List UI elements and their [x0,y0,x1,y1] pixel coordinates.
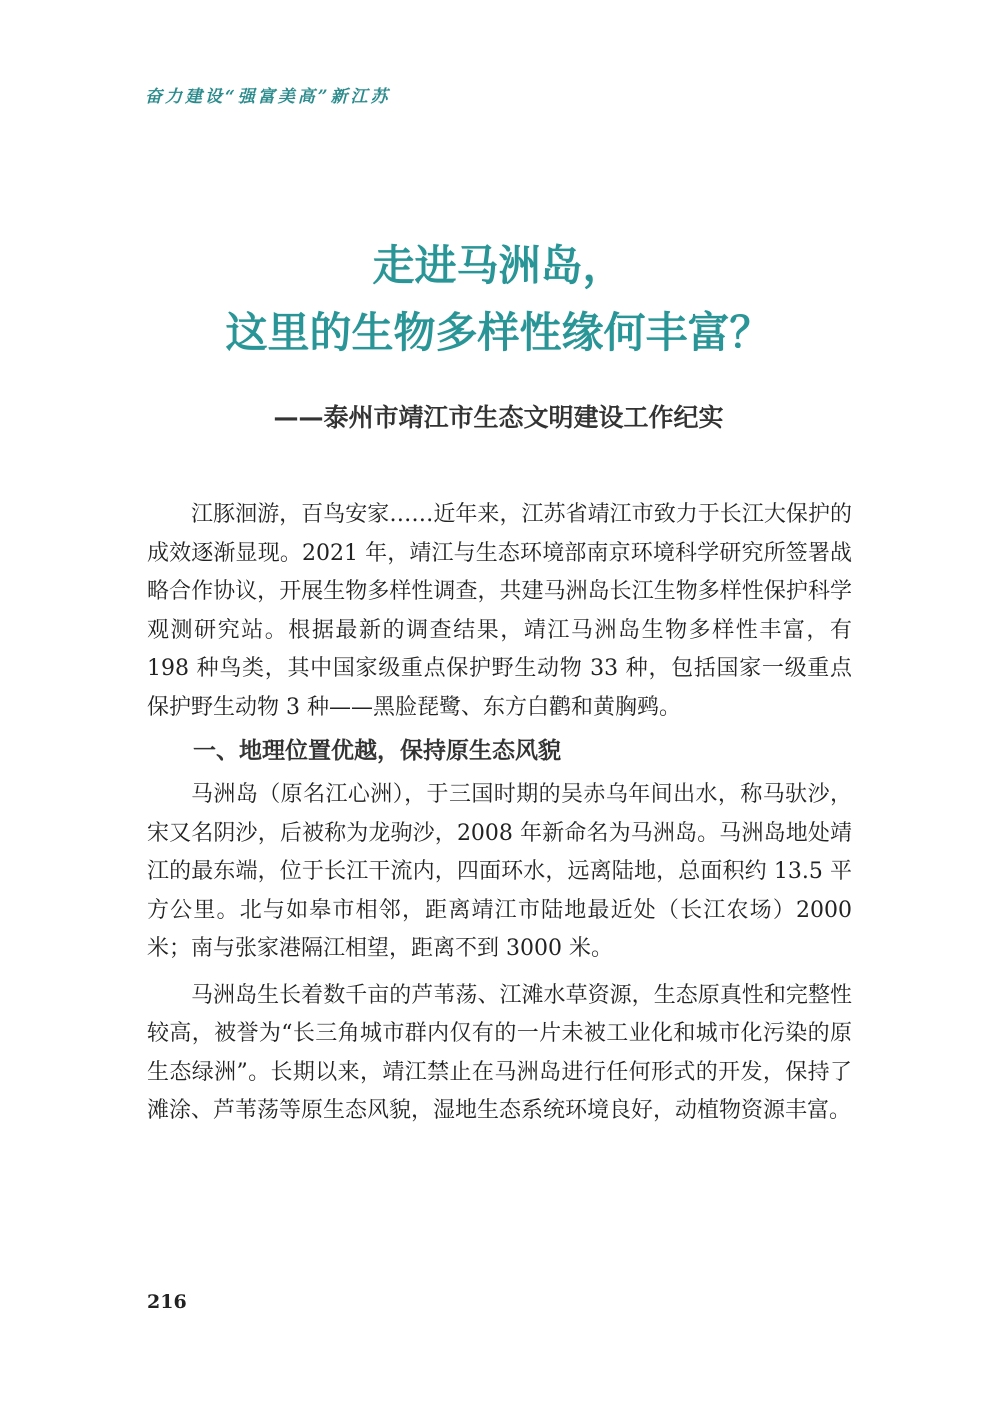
section-heading: 一、地理位置优越，保持原生态风貌 [193,738,561,764]
article-subtitle: ——泰州市靖江市生态文明建设工作纪实 [273,403,724,432]
running-header: 奋力建设“强富美高”新江苏 [145,87,391,107]
body-paragraph: 马洲岛生长着数千亩的芦苇荡、江滩水草资源，生态原真性和完整性较高，被誉为“长三角城市群内仅有的一片未被工业化和城市化污染的原生态绿洲”。长期以来，靖江禁止在马洲岛进行任何形式的开发，保持了滩涂、芦苇荡等原生态风貌，湿地生态系统环境良好，动植物资源丰富。 [147,982,852,1123]
body-paragraph: 马洲岛（原名江心洲），于三国时期的吴赤乌年间出水，称马驮沙，宋又名阴沙，后被称为龙驹沙，2008 年新命名为马洲岛。马洲岛地处靖江的最东端，位于长江干流内，四面环水，远离陆地，总面积约 13.5 平方公里。北与如皋市相邻，距离靖江市陆地最近处（长江农场）2000 米；南与张家港隔江相望，距离不到 3000 米。 [147,782,852,961]
page-number: 216 [147,1291,187,1313]
article-body [147,496,852,1131]
article-title-line-2: 这里的生物多样性缘何丰富？ [225,308,772,357]
article-title-line-1: 走进马洲岛， [372,241,625,290]
intro-paragraph: 江豚洄游，百鸟安家……近年来，江苏省靖江市致力于长江大保护的成效逐渐显现。2021 年，靖江与生态环境部南京环境科学研究所签署战略合作协议，开展生物多样性调查，共建马洲岛长江生物多样性保护科学观测研究站。根据最新的调查结果，靖江马洲岛生物多样性丰富，有 198 种鸟类，其中国家级重点保护野生动物 33 种，包括国家一级重点保护野生动物 3 种——黑脸琵鹭、东方白鹳和黄胸鹀。 [147,502,852,720]
